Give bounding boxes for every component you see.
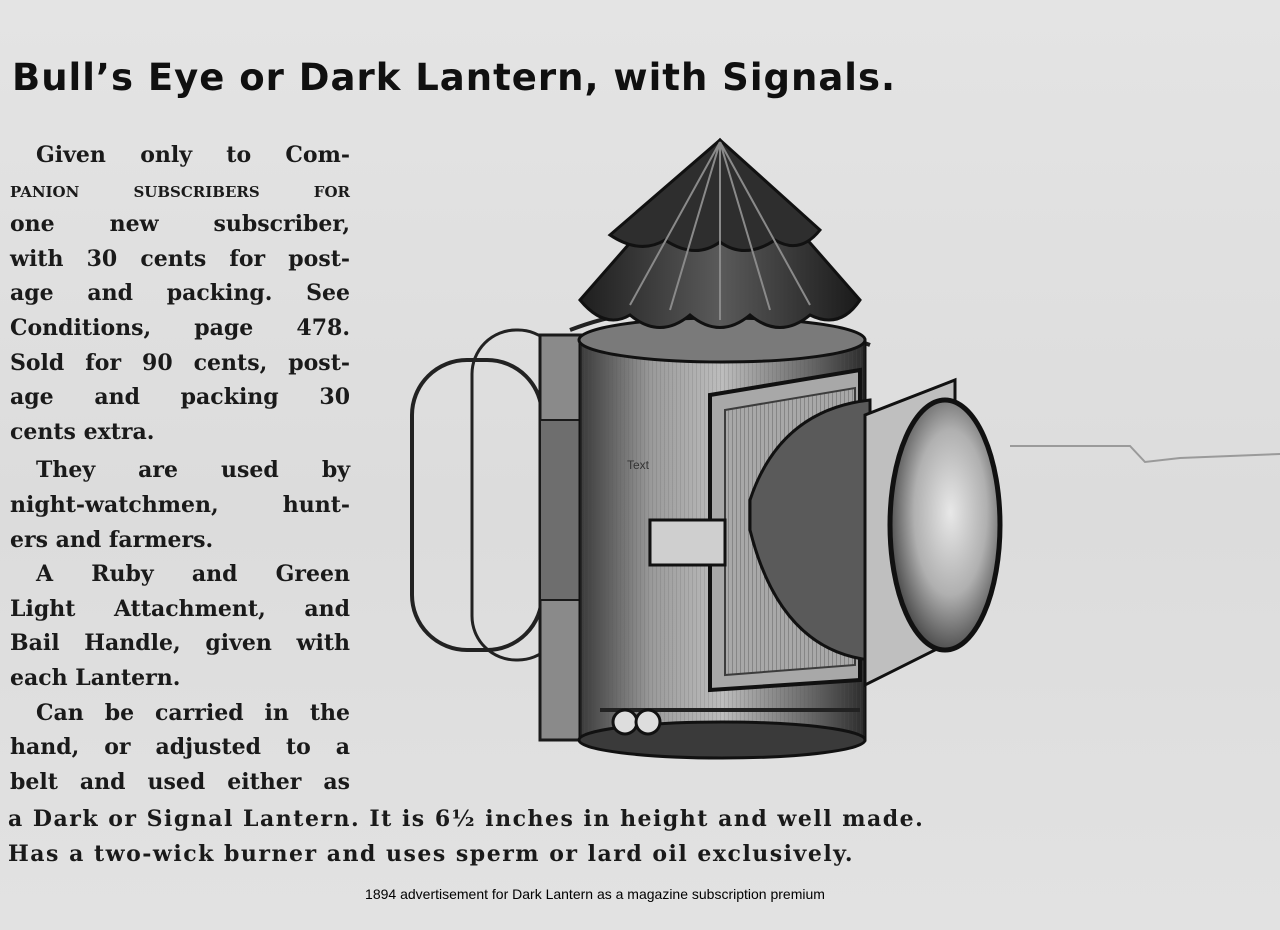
paragraph-usage bbox=[10, 696, 350, 800]
paragraph-offer bbox=[10, 138, 350, 449]
paper-crease bbox=[1010, 440, 1280, 470]
image-caption: 1894 advertisement for Dark Lantern as a magazine subscription premium bbox=[365, 886, 825, 902]
text-line: night-watchmen, hunt- bbox=[10, 491, 350, 518]
image-label: Text bbox=[627, 458, 650, 472]
bottom-line-2: Has a two-wick burner and uses sperm or lard oil exclusively. bbox=[8, 841, 855, 867]
pleated-cap bbox=[580, 140, 860, 328]
text-line: panion subscribers for bbox=[10, 176, 350, 203]
text-line: Given only to Com- bbox=[36, 142, 350, 168]
ad-title: Bull’s Eye or Dark Lantern, with Signals. bbox=[12, 56, 897, 99]
text-line: age and packing. See bbox=[10, 280, 350, 307]
text-line: Light Attachment, and bbox=[10, 595, 350, 622]
description-column bbox=[10, 138, 350, 799]
text-line: Can be carried in the bbox=[36, 699, 350, 726]
text-line: Bail Handle, given with bbox=[10, 630, 350, 657]
text-line: hand, or adjusted to a bbox=[10, 734, 350, 761]
bottom-line-1: a Dark or Signal Lantern. It is 6½ inches in height and well made. bbox=[8, 806, 925, 832]
lantern-illustration bbox=[400, 130, 1020, 770]
text-line: each Lantern. bbox=[10, 664, 181, 691]
text-line: cents extra. bbox=[10, 418, 155, 445]
paragraph-attachment bbox=[10, 557, 350, 695]
bulls-eye-lens bbox=[890, 400, 1000, 650]
text-line: A Ruby and Green bbox=[36, 561, 350, 588]
text-line: Sold for 90 cents, post- bbox=[10, 349, 350, 376]
text-line: Conditions, page 478. bbox=[10, 314, 350, 341]
text-line: age and packing 30 bbox=[10, 384, 350, 411]
text-line: ers and farmers. bbox=[10, 526, 214, 553]
text-line: with 30 cents for post- bbox=[10, 245, 350, 272]
text-line: one new subscriber, bbox=[10, 211, 350, 238]
text-line: belt and used either as bbox=[10, 768, 350, 795]
paragraph-users bbox=[10, 453, 350, 557]
text-line: They are used by bbox=[36, 457, 350, 484]
